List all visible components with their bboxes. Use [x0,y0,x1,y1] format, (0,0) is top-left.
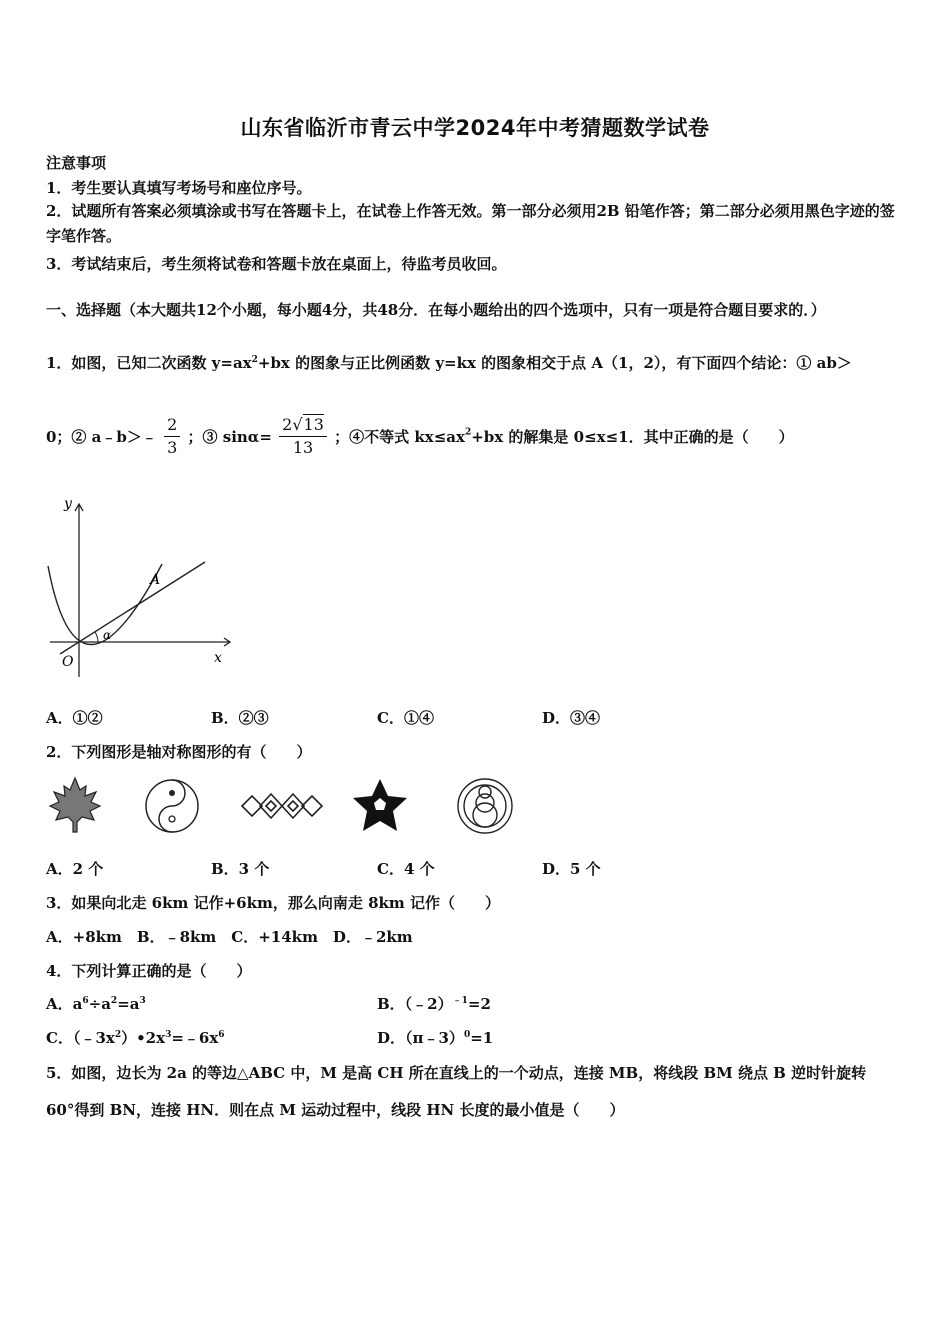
q4-option-d[interactable] [377,1027,493,1048]
q4-text: ÷a [88,995,111,1013]
notes-item-3: 3．考试结束后，考生须将试卷和答题卡放在桌面上，待监考员收回。 [46,255,507,273]
q4-superscript: 3 [139,996,146,1006]
q4-stem: 4．下列计算正确的是（ ） [46,962,252,980]
q4-text: =2 [467,995,491,1013]
q1-text: +bx 的解集是 0≤x≤1．其中正确的是（ ） [471,428,794,446]
q4-superscript: 6 [218,1030,225,1040]
q5-stem-line2: 60°得到 BN，连接 HN．则在点 M 运动过程中，线段 HN 长度的最小值是（ ） [46,1101,625,1119]
fraction-numerator: 2√13 [279,414,327,437]
alpha-label: α [103,628,112,642]
page-title: 山东省临沂市青云中学2024年中考猜题数学试卷 [240,116,710,140]
q4-text: B．（﹣2） [377,995,453,1013]
q4-superscript: 6 [82,996,89,1006]
q1-text: +bx 的图象与正比例函数 y=kx 的图象相交于点 A（1，2），有下面四个结论：① ab＞ [257,354,852,372]
q1-superscript: 2 [464,427,472,438]
q4-superscript: 3 [165,1030,172,1040]
fraction-denominator: 3 [167,438,178,457]
q4-text: ）•2x [121,1029,166,1047]
q1-function-graph [40,492,240,682]
q5-stem-line1: 5．如图，边长为 2a 的等边△ABC 中，M 是高 CH 所在直线上的一个动点，连接 MB，将线段 BM 绕点 B 逆时针旋转 [46,1064,867,1082]
knot-icon [238,786,326,826]
q3-stem: 3．如果向北走 6km 记作+6km，那么向南走 8km 记作（ ） [46,894,501,912]
q1-stem-line1 [46,352,852,373]
q4-option-c[interactable] [46,1027,225,1048]
q4-option-b[interactable] [377,993,491,1014]
fraction-sin-alpha [279,414,327,459]
q2-option-d[interactable]: D．5 个 [542,860,601,878]
q4-text: =1 [470,1029,494,1047]
q4-superscript: 2 [114,1030,122,1040]
proportional-line [60,562,205,654]
q2-option-a[interactable]: A．2 个 [46,860,104,878]
q1-text: 0；② a﹣b＞﹣ [46,428,157,446]
q4-superscript: ﹣1 [452,996,468,1006]
fraction-two-thirds [164,414,180,459]
q4-text: D．（π﹣3） [377,1029,464,1047]
maple-leaf-icon [44,774,106,836]
q1-option-a[interactable]: A．①② [46,709,103,727]
q1-text: 1．如图，已知二次函数 y=ax [46,354,252,372]
q2-stem: 2．下列图形是轴对称图形的有（ ） [46,743,312,761]
pentagon-flower-icon [350,776,410,836]
q1-text: ；③ sinα= [187,428,272,446]
concentric-circles-icon [455,776,515,836]
q1-option-b[interactable]: B．②③ [211,709,269,727]
q4-superscript: 0 [463,1030,471,1040]
q4-text: A．a [46,995,83,1013]
fraction-denominator: 13 [292,438,314,457]
q4-text: =a [117,995,140,1013]
fraction-numerator: 2 [164,414,180,437]
angle-arc [95,632,98,642]
y-label: y [64,496,72,512]
x-label: x [214,650,222,666]
notes-item-2: 2．试题所有答案必须填涂或书写在答题卡上，在试卷上作答无效。第一部分必须用2B 铅笔作答；第二部分必须用黑色字迹的签字笔作答。 [46,202,895,245]
origin-label: O [62,654,74,670]
q2-option-b[interactable]: B．3 个 [211,860,270,878]
q4-option-a[interactable] [46,993,146,1014]
notes-heading: 注意事项 [46,154,107,172]
q2-option-c[interactable]: C．4 个 [377,860,435,878]
yin-yang-icon [142,776,202,836]
q1-option-d[interactable]: D．③④ [542,709,601,727]
q4-text: =﹣6x [171,1029,219,1047]
q4-superscript: 2 [110,996,118,1006]
coefficient: 2 [282,415,293,434]
q3-options[interactable]: A．+8km B．﹣8km C．+14km D．﹣2km [46,928,413,946]
q4-text: C．（﹣3x [46,1029,115,1047]
q1-option-c[interactable]: C．①④ [377,709,434,727]
notes-item-1: 1．考生要认真填写考场号和座位序号。 [46,179,312,197]
sqrt-radicand: 13 [303,415,324,434]
q1-text: ；④不等式 kx≤ax [334,428,465,446]
q1-stem-line2 [46,414,794,459]
section-heading: 一、选择题（本大题共12个小题，每小题4分，共48分．在每小题给出的四个选项中，只有一项是符合题目要求的．） [46,301,826,319]
q1-superscript: 2 [251,355,258,365]
point-a-label: A [150,572,161,588]
